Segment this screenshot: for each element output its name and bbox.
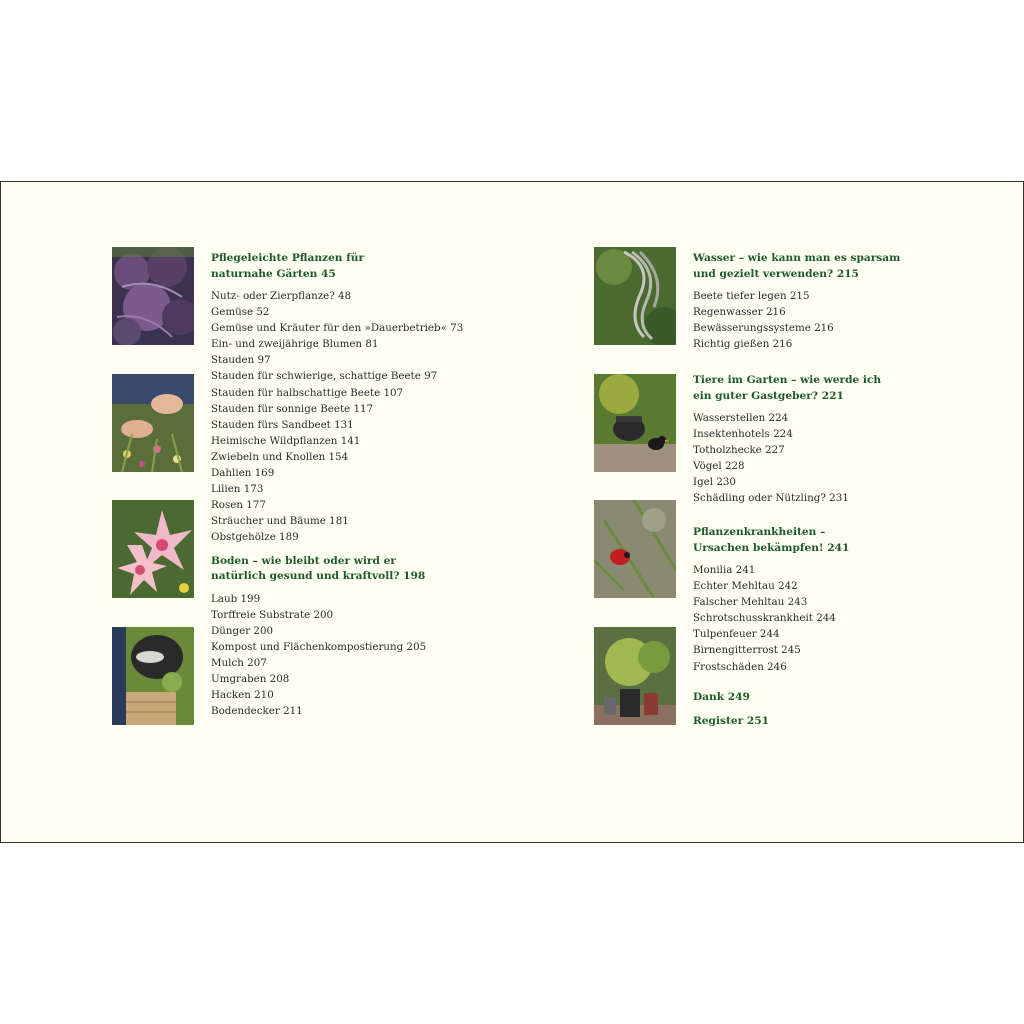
toc-entry[interactable]: Dahlien 169 — [211, 467, 275, 480]
toc-heading[interactable]: Wasser – wie kann man es sparsam — [693, 252, 901, 264]
potted-plants-photo — [594, 627, 676, 725]
toc-entry[interactable]: Heimische Wildpflanzen 141 — [211, 434, 361, 447]
toc-entry[interactable]: Stauden für sonnige Beete 117 — [211, 402, 374, 415]
toc-right-register — [693, 714, 769, 730]
toc-entry[interactable]: Vögel 228 — [693, 460, 745, 473]
toc-entry[interactable]: Schrotschusskrankheit 244 — [693, 612, 836, 625]
toc-entry[interactable]: Richtig gießen 216 — [693, 338, 793, 351]
toc-entry[interactable]: Nutz- oder Zierpflanze? 48 — [211, 290, 352, 302]
toc-entry[interactable]: Zwiebeln und Knollen 154 — [211, 450, 349, 463]
toc-right-column-2 — [693, 373, 881, 507]
bird-photo — [594, 374, 676, 472]
toc-entry[interactable]: Torffreie Substrate 200 — [211, 608, 334, 621]
toc-heading[interactable]: natürlich gesund und kraftvoll? 198 — [211, 570, 426, 582]
toc-heading[interactable]: und gezielt verwenden? 215 — [693, 267, 859, 280]
toc-entry[interactable]: Insektenhotels 224 — [693, 428, 793, 441]
kale-photo — [112, 247, 194, 345]
toc-entry[interactable]: Beete tiefer legen 215 — [693, 290, 810, 302]
toc-entry[interactable]: Stauden 97 — [211, 354, 271, 367]
toc-entry[interactable]: Mulch 207 — [211, 656, 267, 669]
toc-entry[interactable]: Ein- und zweijährige Blumen 81 — [211, 338, 379, 351]
toc-entry[interactable]: Schädling oder Nützling? 231 — [693, 492, 849, 505]
toc-right-column — [693, 251, 900, 352]
toc-entry[interactable]: Regenwasser 216 — [693, 306, 786, 319]
toc-heading-register[interactable]: Register 251 — [693, 715, 769, 727]
toc-entry[interactable]: Laub 199 — [211, 592, 261, 605]
toc-left-column — [211, 251, 463, 719]
hose-photo — [594, 247, 676, 345]
toc-entry[interactable]: Wasserstellen 224 — [693, 412, 789, 424]
toc-entry[interactable]: Obstgehölze 189 — [211, 531, 299, 544]
hands-flowers-photo — [112, 374, 194, 472]
beetle-photo — [594, 500, 676, 598]
toc-right-column-3 — [693, 525, 849, 675]
toc-entry[interactable]: Sträucher und Bäume 181 — [211, 515, 349, 528]
toc-entry[interactable]: Monilia 241 — [693, 564, 756, 576]
toc-entry[interactable]: Kompost und Flächenkompostierung 205 — [211, 640, 427, 653]
toc-entry[interactable]: Gemüse und Kräuter für den »Dauerbetrieb« 73 — [211, 322, 464, 335]
toc-entry[interactable]: Stauden für schwierige, schattige Beete 97 — [211, 370, 438, 383]
toc-entry[interactable]: Rosen 177 — [211, 499, 266, 512]
toc-entry[interactable]: Lilien 173 — [211, 483, 264, 496]
toc-heading[interactable]: ein guter Gastgeber? 221 — [693, 389, 844, 402]
toc-entry[interactable]: Bodendecker 211 — [211, 705, 303, 718]
toc-heading-dank[interactable]: Dank 249 — [693, 691, 750, 703]
gloves-soil-photo — [112, 627, 194, 725]
toc-entry[interactable]: Tulpenfeuer 244 — [693, 628, 780, 641]
toc-entry[interactable]: Igel 230 — [693, 476, 736, 489]
toc-entry[interactable]: Falscher Mehltau 243 — [693, 596, 808, 609]
toc-heading[interactable]: Tiere im Garten – wie werde ich — [693, 374, 882, 386]
toc-heading[interactable]: Pflegeleichte Pflanzen für — [211, 252, 365, 264]
toc-entry[interactable]: Gemüse 52 — [211, 306, 270, 319]
toc-entry[interactable]: Totholzhecke 227 — [693, 444, 785, 457]
toc-entry[interactable]: Stauden fürs Sandbeet 131 — [211, 418, 354, 431]
toc-entry[interactable]: Hacken 210 — [211, 689, 274, 702]
toc-heading[interactable]: naturnahe Gärten 45 — [211, 267, 336, 280]
toc-entry[interactable]: Umgraben 208 — [211, 672, 290, 685]
toc-entry[interactable]: Echter Mehltau 242 — [693, 580, 798, 593]
pink-lilies-photo — [112, 500, 194, 598]
toc-entry[interactable]: Stauden für halbschattige Beete 107 — [211, 386, 404, 399]
toc-heading[interactable]: Pflanzenkrankheiten – — [693, 526, 826, 538]
toc-heading[interactable]: Ursachen bekämpfen! 241 — [693, 541, 850, 554]
toc-entry[interactable]: Dünger 200 — [211, 624, 274, 637]
toc-entry[interactable]: Frostschäden 246 — [693, 660, 787, 673]
book-spread — [0, 181, 1024, 843]
toc-heading[interactable]: Boden – wie bleibt oder wird er — [211, 554, 396, 567]
toc-right-dank — [693, 690, 750, 706]
toc-entry[interactable]: Birnengitterrost 245 — [693, 644, 801, 657]
toc-entry[interactable]: Bewässerungssysteme 216 — [693, 322, 834, 335]
